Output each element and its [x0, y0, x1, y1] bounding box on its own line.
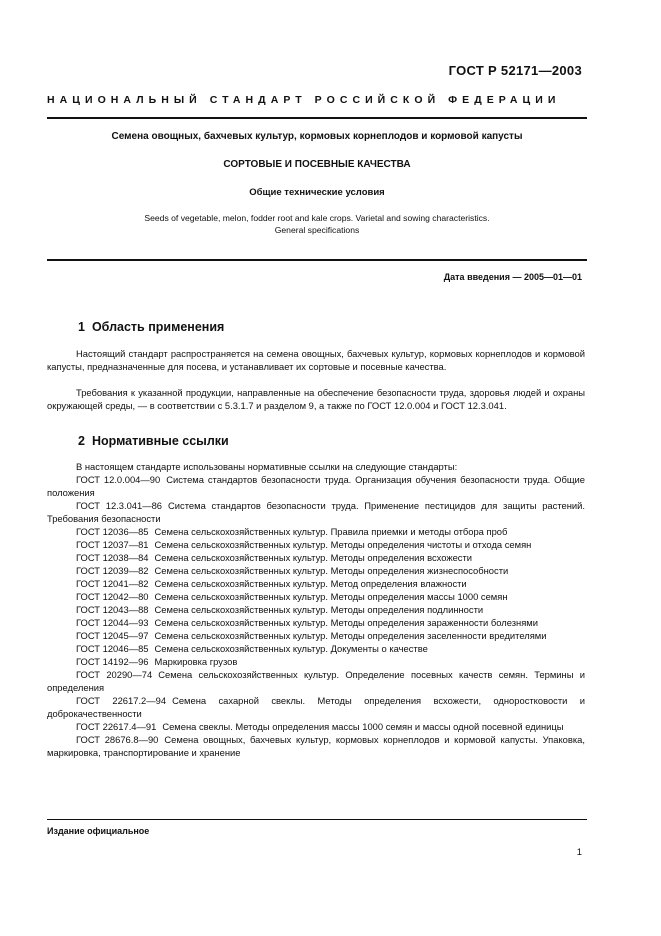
reference-code: ГОСТ 12045—97: [76, 630, 149, 641]
reference-code: ГОСТ 12036—85: [76, 526, 149, 537]
reference-code: ГОСТ 12.0.004—90: [76, 474, 161, 485]
reference-code: ГОСТ 12037—81: [76, 539, 149, 550]
document-title-caps: СОРТОВЫЕ И ПОСЕВНЫЕ КАЧЕСТВА: [223, 159, 411, 170]
reference-title: Семена свеклы. Методы определения массы 1000 семян и массы одной посевной единицы: [162, 721, 564, 732]
document-title: Семена овощных, бахчевых культур, кормовых корнеплодов и кормовой капусты: [111, 131, 523, 142]
reference-code: ГОСТ 12046—85: [76, 643, 149, 654]
reference-code: ГОСТ 12043—88: [76, 604, 149, 615]
reference-item: [47, 577, 585, 590]
section-number: 2: [78, 434, 85, 448]
reference-code: ГОСТ 14192—96: [76, 656, 149, 667]
reference-item: [47, 642, 585, 655]
reference-title: Семена сельскохозяйственных культур. Методы определения массы 1000 семян: [154, 591, 508, 602]
reference-title: Семена сельскохозяйственных культур. Документы о качестве: [154, 643, 428, 654]
gost-code: ГОСТ Р 52171—2003: [448, 63, 582, 78]
reference-title: Система стандартов безопасности труда. Применение пестицидов для защиты растений. Требования безопасности: [47, 500, 585, 524]
official-edition-label: Издание официальное: [47, 826, 150, 836]
reference-title: Семена сельскохозяйственных культур. Методы определения зараженности болезнями: [154, 617, 538, 628]
reference-code: ГОСТ 12042—80: [76, 591, 149, 602]
section-1-heading: [78, 320, 224, 334]
introduction-date: Дата введения — 2005—01—01: [443, 272, 582, 282]
reference-item: [47, 538, 585, 551]
references-list: [47, 473, 585, 759]
reference-title: Семена сельскохозяйственных культур. Методы определения чистоты и отхода семян: [154, 539, 532, 550]
reference-item: [47, 655, 585, 668]
english-title-line-2: General specifications: [274, 225, 360, 235]
top-divider: [47, 117, 587, 119]
document-subtitle: Общие технические условия: [249, 187, 385, 198]
reference-item: [47, 590, 585, 603]
reference-title: Семена сахарной свеклы. Методы определения всхожести, одноростковости и доброкачественности: [47, 695, 585, 719]
reference-code: ГОСТ 22617.4—91: [76, 721, 157, 732]
reference-item: [47, 473, 585, 499]
section-1-paragraph-1: Настоящий стандарт распространяется на семена овощных, бахчевых культур, кормовых корнеплодов и кормовой капусты, предназначенные для посева, и устанавливает их сортовые и посевные качества.: [47, 348, 585, 372]
reference-title: Система стандартов безопасности труда. Организация обучения безопасности труда. Общие положения: [47, 474, 585, 498]
reference-code: ГОСТ 12041—82: [76, 578, 149, 589]
section-number: 1: [78, 320, 85, 334]
reference-item: [47, 499, 585, 525]
national-standard-banner: НАЦИОНАЛЬНЫЙ СТАНДАРТ РОССИЙСКОЙ ФЕДЕРАЦИИ: [47, 94, 561, 106]
reference-code: ГОСТ 12044—93: [76, 617, 149, 628]
section-2-heading: [78, 434, 229, 448]
reference-item: [47, 551, 585, 564]
reference-title: Семена сельскохозяйственных культур. Методы определения жизнеспособности: [154, 565, 509, 576]
footer-divider: [47, 819, 587, 820]
section-1-paragraph-2: Требования к указанной продукции, направленные на обеспечение безопасности труда, здоровья людей и охраны окружающей среды, — в соответствии с 5.3.1.7 и разделом 9, а также по ГОСТ 12.0.004 и ГОСТ 12.3.041.: [47, 387, 585, 411]
reference-code: ГОСТ 22617.2—94: [76, 695, 167, 706]
reference-title: Маркировка грузов: [154, 656, 238, 667]
reference-title: Семена сельскохозяйственных культур. Методы определения заселенности вредителями: [154, 630, 547, 641]
reference-title: Семена овощных, бахчевых культур, кормовых корнеплодов и кормовой капусты. Упаковка, маркировка, транспортирование и хранение: [47, 734, 585, 758]
reference-item: [47, 733, 585, 759]
section-2-intro: В настоящем стандарте использованы нормативные ссылки на следующие стандарты:: [76, 461, 458, 472]
page-number: 1: [576, 847, 582, 858]
reference-item: [47, 629, 585, 642]
reference-item: [47, 720, 585, 733]
reference-item: [47, 564, 585, 577]
reference-code: ГОСТ 12038—84: [76, 552, 149, 563]
reference-title: Семена сельскохозяйственных культур. Методы определения подлинности: [154, 604, 484, 615]
section-title: Нормативные ссылки: [91, 434, 229, 448]
section-title: Область применения: [91, 320, 225, 334]
reference-item: [47, 525, 585, 538]
reference-code: ГОСТ 28676.8—90: [76, 734, 159, 745]
reference-item: [47, 616, 585, 629]
reference-title: Семена сельскохозяйственных культур. Определение посевных качеств семян. Термины и определения: [47, 669, 585, 693]
reference-code: ГОСТ 12.3.041—86: [76, 500, 163, 511]
english-title-line-1: Seeds of vegetable, melon, fodder root and kale crops. Varietal and sowing characteristics.: [144, 213, 490, 223]
reference-code: ГОСТ 12039—82: [76, 565, 149, 576]
reference-title: Семена сельскохозяйственных культур. Правила приемки и методы отбора проб: [154, 526, 508, 537]
reference-item: [47, 668, 585, 694]
reference-item: [47, 694, 585, 720]
title-divider: [47, 259, 587, 261]
reference-title: Семена сельскохозяйственных культур. Методы определения всхожести: [154, 552, 473, 563]
reference-code: ГОСТ 20290—74: [76, 669, 153, 680]
reference-item: [47, 603, 585, 616]
english-title: [47, 212, 587, 236]
reference-title: Семена сельскохозяйственных культур. Метод определения влажности: [154, 578, 467, 589]
